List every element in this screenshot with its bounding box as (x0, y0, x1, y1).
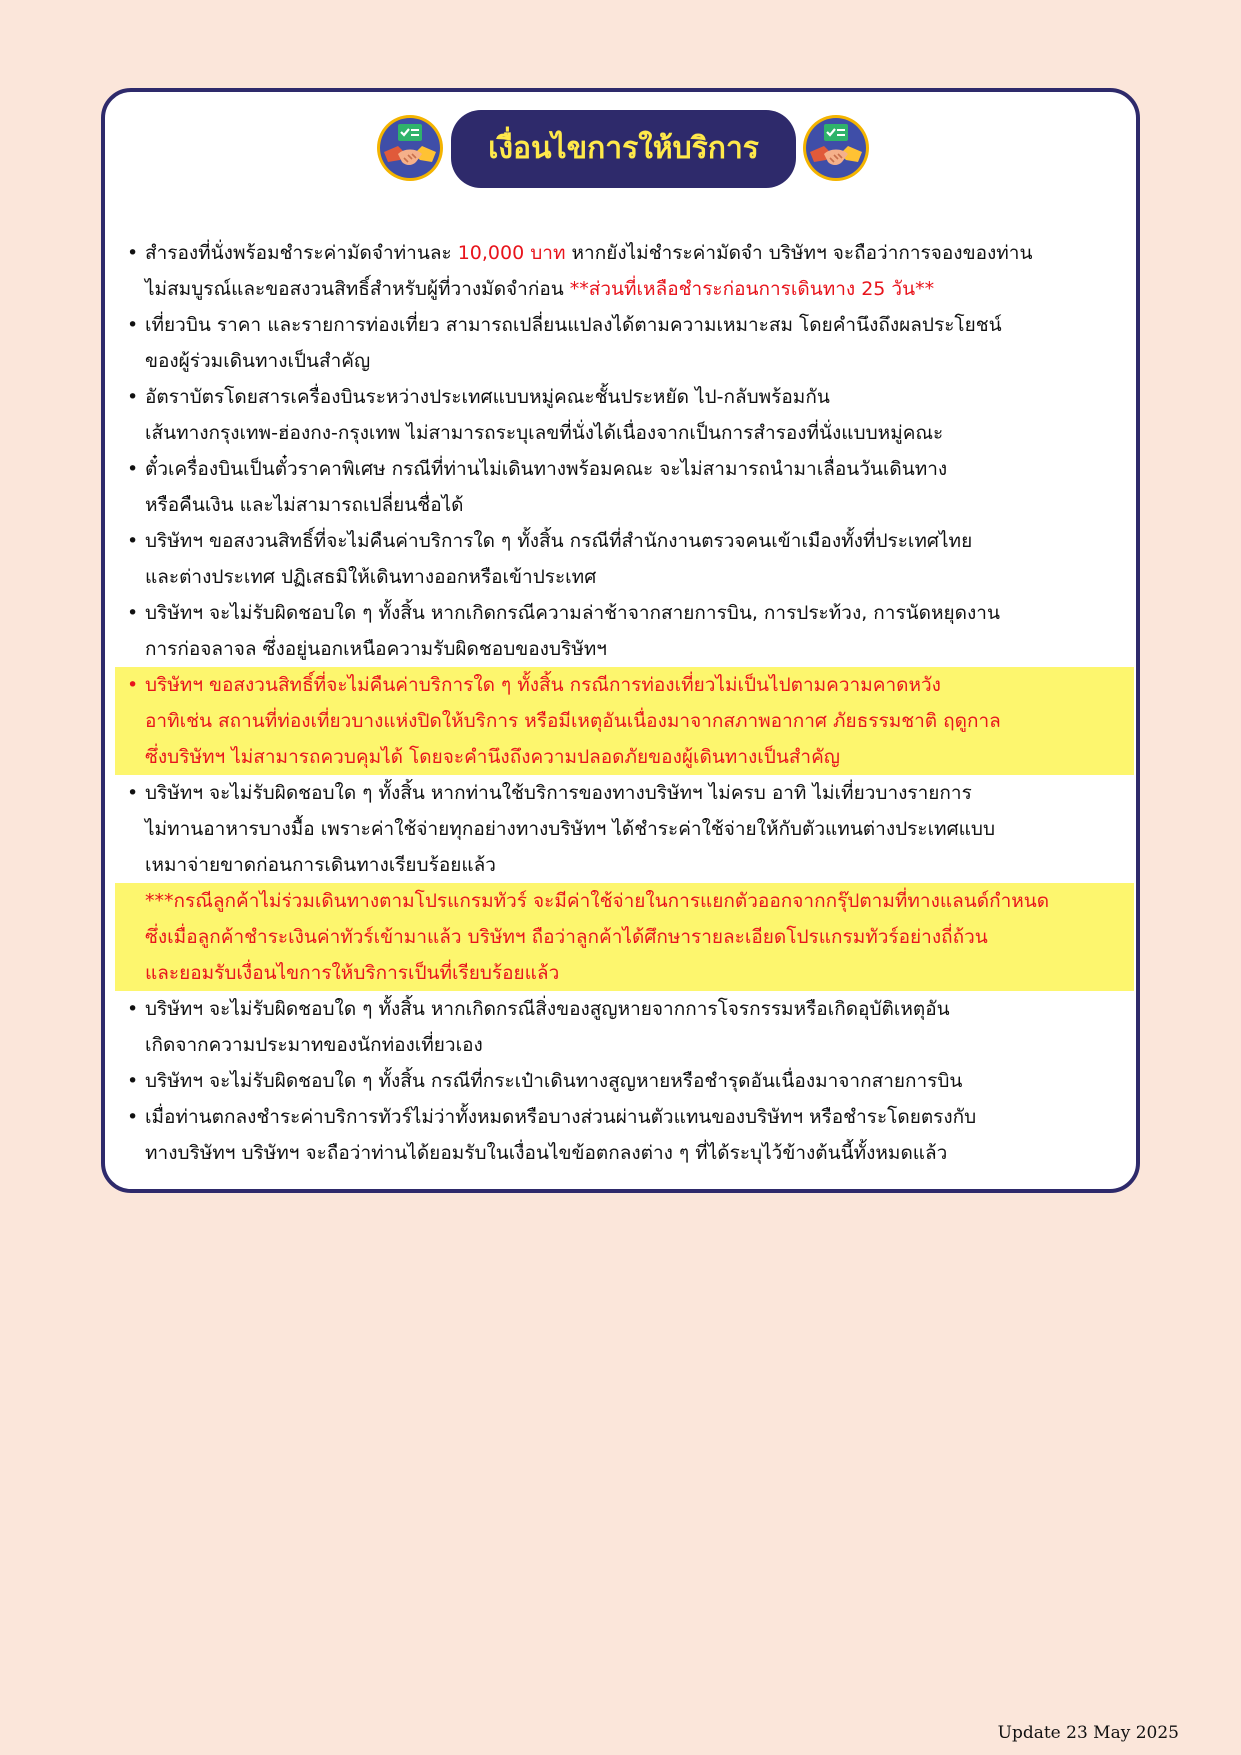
item-line: ของผู้ร่วมเดินทางเป็นสำคัญ (145, 350, 371, 372)
item-line: หรือคืนเงิน และไม่สามารถเปลี่ยนชื่อได้ (145, 494, 464, 516)
list-item (115, 523, 1134, 595)
item-line: เส้นทางกรุงเทพ-ฮ่องกง-กรุงเทพ ไม่สามารถระบุเลขที่นั่งได้เนื่องจากเป็นการสำรองที่นั่งแบบหมู่คณะ (145, 422, 944, 444)
item-line: เหมาจ่ายขาดก่อนการเดินทางเรียบร้อยแล้ว (145, 854, 496, 876)
item-line: บริษัทฯ จะไม่รับผิดชอบใด ๆ ทั้งสิ้น หากท่านใช้บริการของทางบริษัทฯ ไม่ครบ อาทิ ไม่เที่ยวบางรายการ (145, 782, 972, 804)
bullet: • (127, 530, 139, 552)
handshake-checklist-icon (376, 114, 444, 182)
bullet: • (127, 1106, 139, 1128)
list-item (115, 379, 1134, 451)
item-text: สำรองที่นั่งพร้อมชำระค่ามัดจำท่านละ (145, 242, 458, 264)
list-item (115, 451, 1134, 523)
item-text: หากยังไม่ชำระค่ามัดจำ บริษัทฯ จะถือว่าการจองของท่าน (565, 242, 1033, 264)
item-line: บริษัทฯ จะไม่รับผิดชอบใด ๆ ทั้งสิ้น กรณีที่กระเป๋าเดินทางสูญหายหรือชำรุดอันเนื่องมาจากสายการบิน (145, 1070, 963, 1092)
item-line (145, 235, 1124, 271)
item-line: ซึ่งบริษัทฯ ไม่สามารถควบคุมได้ โดยจะคำนึงถึงความปลอดภัยของผู้เดินทางเป็นสำคัญ (145, 746, 840, 768)
item-line: เที่ยวบิน ราคา และรายการท่องเที่ยว สามารถเปลี่ยนแปลงได้ตามความเหมาะสม โดยคำนึงถึงผลประโยชน์ (145, 314, 1002, 336)
bullet: • (127, 1070, 139, 1092)
item-line: อัตราบัตรโดยสารเครื่องบินระหว่างประเทศแบบหมู่คณะชั้นประหยัด ไป-กลับพร้อมกัน (145, 386, 830, 408)
bullet: • (127, 386, 139, 408)
bullet: • (127, 602, 139, 624)
list-item (115, 775, 1134, 883)
highlighted-list-item (115, 667, 1134, 775)
item-line: บริษัทฯ จะไม่รับผิดชอบใด ๆ ทั้งสิ้น หากเกิดกรณีสิ่งของสูญหายจากการโจรกรรมหรือเกิดอุบัติเหตุอัน (145, 998, 950, 1020)
bullet: • (127, 674, 139, 696)
item-line: และยอมรับเงื่อนไขการให้บริการเป็นที่เรียบร้อยแล้ว (145, 962, 560, 984)
page-title: เงื่อนไขการให้บริการ (451, 110, 796, 188)
item-line: ซึ่งเมื่อลูกค้าชำระเงินค่าทัวร์เข้ามาแล้ว บริษัทฯ ถือว่าลูกค้าได้ศึกษารายละเอียดโปรแกรมทัวร์อย่างถี่ถ้วน (145, 926, 988, 948)
item-line: การก่อจลาจล ซึ่งอยู่นอกเหนือความรับผิดชอบของบริษัทฯ (145, 638, 607, 660)
item-line: ตั๋วเครื่องบินเป็นตั๋วราคาพิเศษ กรณีที่ท่านไม่เดินทางพร้อมคณะ จะไม่สามารถนำมาเลื่อนวันเดินทาง (145, 458, 948, 480)
terms-list (115, 235, 1134, 1171)
bullet: • (127, 998, 139, 1020)
item-line: บริษัทฯ ขอสงวนสิทธิ์ที่จะไม่คืนค่าบริการใด ๆ ทั้งสิ้น กรณีการท่องเที่ยวไม่เป็นไปตามความคาดหวัง (145, 674, 941, 696)
list-item (115, 1063, 1134, 1099)
bullet: • (127, 314, 139, 336)
item-line: เกิดจากความประมาทของนักท่องเที่ยวเอง (145, 1034, 483, 1056)
item-line: และต่างประเทศ ปฏิเสธมิให้เดินทางออกหรือเข้าประเทศ (145, 566, 597, 588)
bullet: • (127, 458, 139, 480)
list-item (115, 991, 1134, 1063)
bullet: • (127, 242, 139, 264)
list-item (115, 1099, 1134, 1171)
balance-note: **ส่วนที่เหลือชำระก่อนการเดินทาง 25 วัน** (569, 278, 935, 300)
item-line: ทางบริษัทฯ บริษัทฯ จะถือว่าท่านได้ยอมรับในเงื่อนไขข้อตกลงต่าง ๆ ที่ได้ระบุไว้ข้างต้นนี้ทั้งหมดแล้ว (145, 1142, 948, 1164)
list-item (115, 235, 1134, 307)
item-line: บริษัทฯ ขอสงวนสิทธิ์ที่จะไม่คืนค่าบริการใด ๆ ทั้งสิ้น กรณีที่สำนักงานตรวจคนเข้าเมืองทั้งที่ประเทศไทย (145, 530, 973, 552)
highlighted-note (115, 883, 1134, 991)
deposit-amount: 10,000 บาท (457, 242, 566, 264)
item-text: ไม่สมบูรณ์และขอสงวนสิทธิ์สำหรับผู้ที่วางมัดจำก่อน (145, 278, 570, 300)
item-line: อาทิเช่น สถานที่ท่องเที่ยวบางแห่งปิดให้บริการ หรือมีเหตุอันเนื่องมาจากสภาพอากาศ ภัยธรรมชาติ ฤดูกาล (145, 710, 1001, 732)
item-line: ***กรณีลูกค้าไม่ร่วมเดินทางตามโปรแกรมทัวร์ จะมีค่าใช้จ่ายในการแยกตัวออกจากกรุ๊ปตามที่ทางแลนด์กำหนด (145, 890, 1050, 912)
list-item (115, 595, 1134, 667)
update-date: Update 23 May 2025 (997, 1723, 1179, 1743)
terms-card (101, 88, 1140, 1193)
list-item (115, 307, 1134, 379)
item-line: ไม่ทานอาหารบางมื้อ เพราะค่าใช้จ่ายทุกอย่างทางบริษัทฯ ได้ชำระค่าใช้จ่ายให้กับตัวแทนต่างประเทศแบบ (145, 818, 996, 840)
item-line: เมื่อท่านตกลงชำระค่าบริการทัวร์ไม่ว่าทั้งหมดหรือบางส่วนผ่านตัวแทนของบริษัทฯ หรือชำระโดยตรงกับ (145, 1106, 977, 1128)
handshake-checklist-icon (802, 114, 870, 182)
card-header (105, 110, 1136, 188)
bullet: • (127, 782, 139, 804)
item-line: บริษัทฯ จะไม่รับผิดชอบใด ๆ ทั้งสิ้น หากเกิดกรณีความล่าช้าจากสายการบิน, การประท้วง, การนัดหยุดงาน (145, 602, 1000, 624)
item-line (145, 271, 1124, 307)
